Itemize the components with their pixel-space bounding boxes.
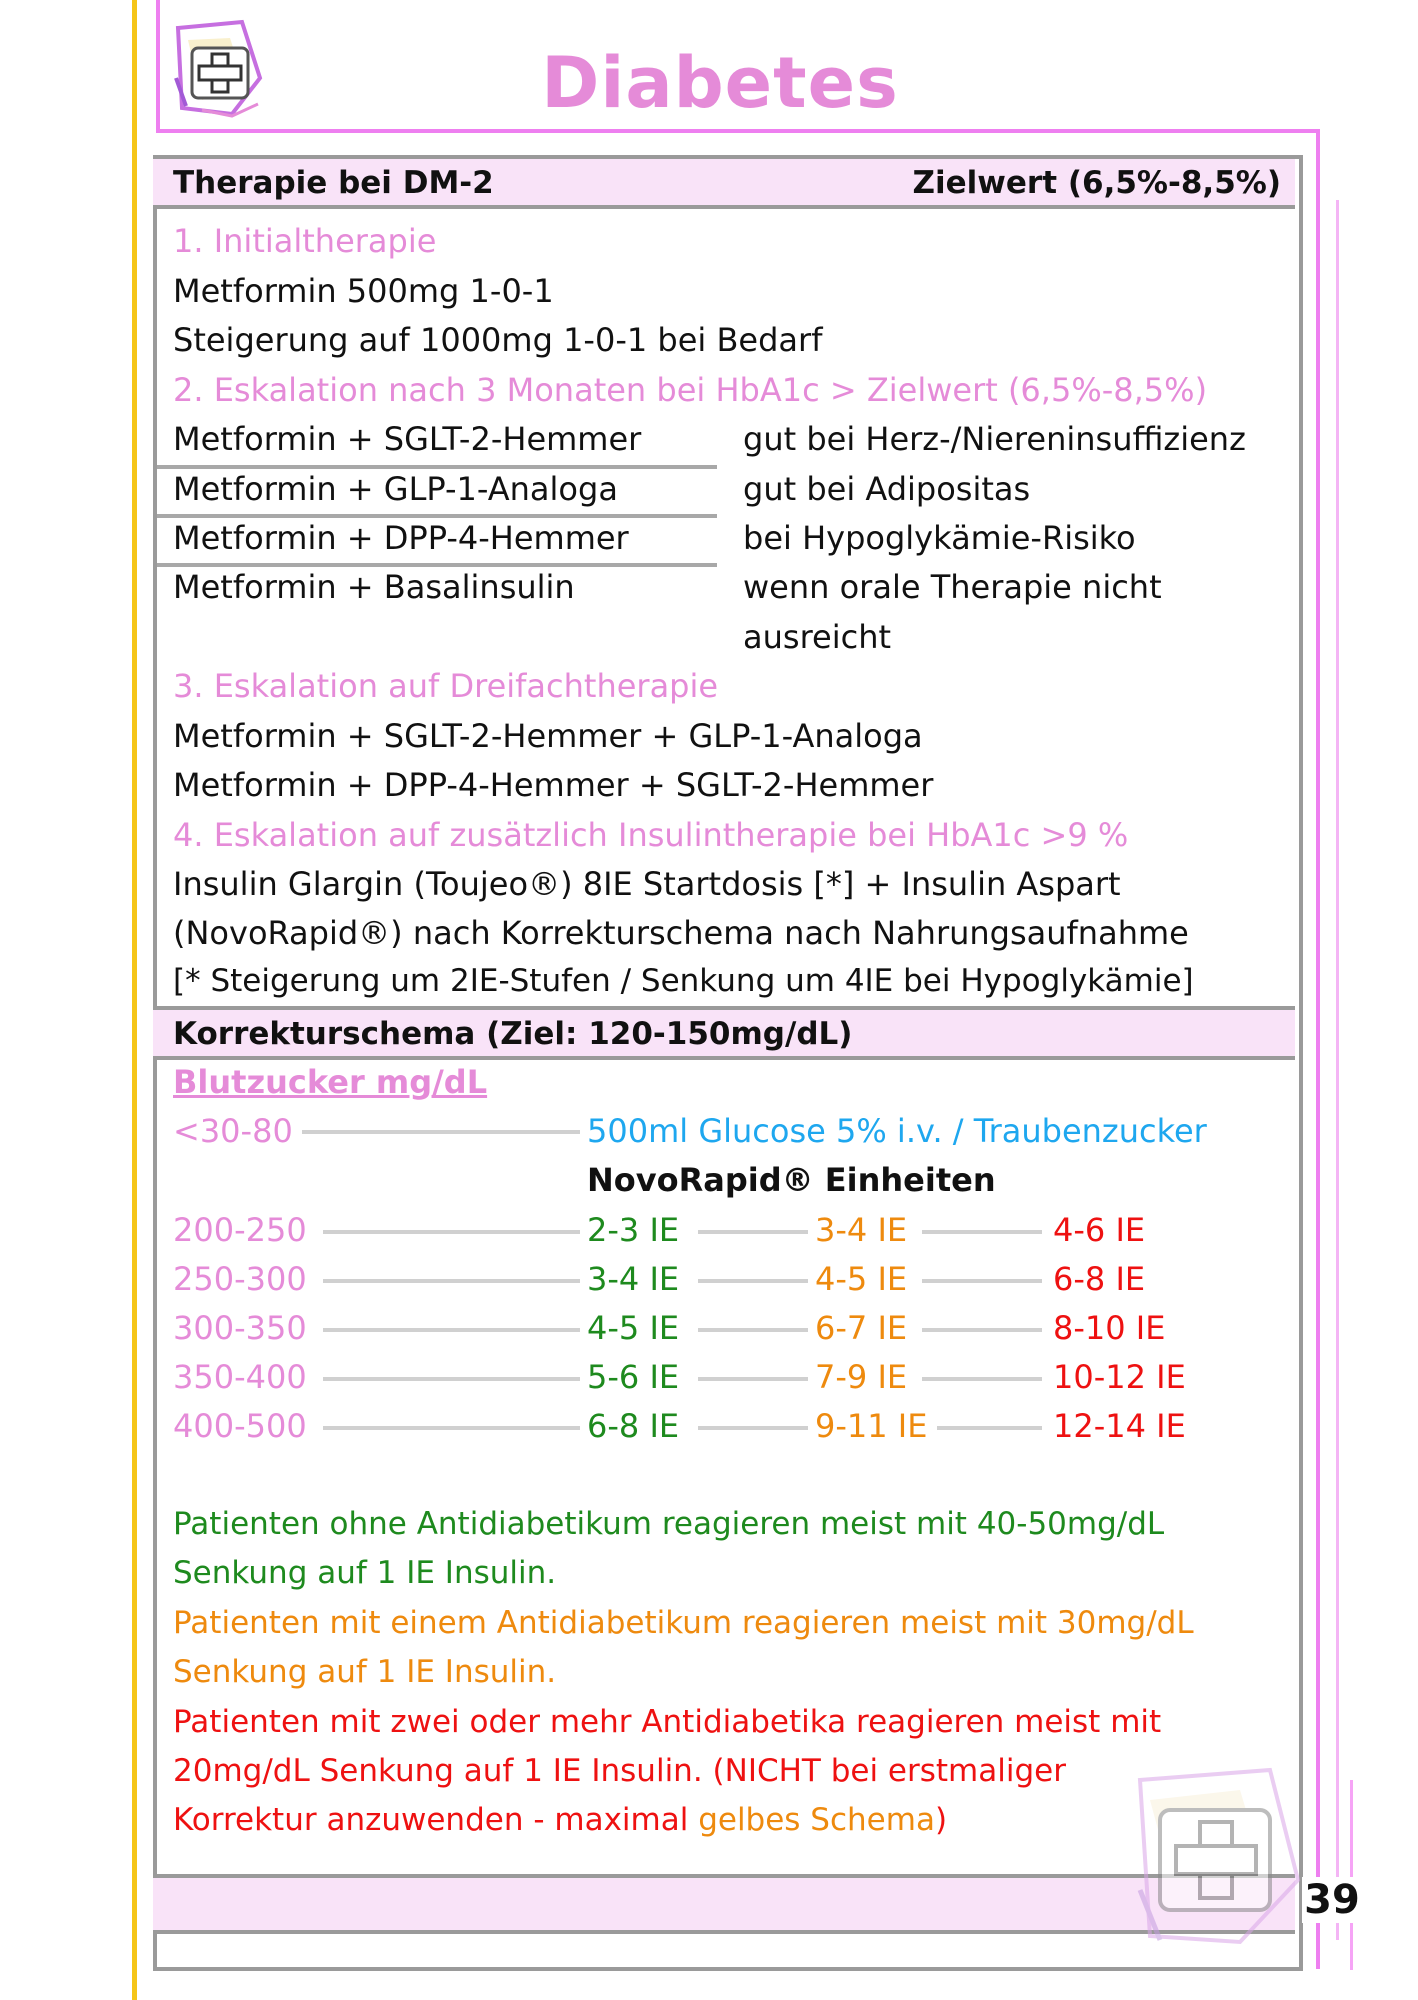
dose-orange: 3-4 IE xyxy=(815,1211,908,1249)
dose-green: 2-3 IE xyxy=(587,1211,680,1249)
combo-drug: Metformin + SGLT-2-Hemmer xyxy=(173,420,642,458)
combo-note-continued: ausreicht xyxy=(743,618,892,656)
leader-line xyxy=(922,1377,1042,1381)
leader-line xyxy=(698,1377,808,1381)
hypo-range: <30-80 xyxy=(173,1112,293,1150)
leader-line xyxy=(323,1328,580,1332)
note-green-line: Patienten ohne Antidiabetikum reagieren meist mit 40-50mg/dL xyxy=(173,1506,1165,1542)
units-label: NovoRapid® Einheiten xyxy=(587,1161,996,1199)
dose-red: 4-6 IE xyxy=(1053,1211,1146,1249)
leader-line xyxy=(323,1279,580,1283)
leader-line xyxy=(698,1279,808,1283)
yellow-margin-line xyxy=(132,0,137,2000)
dose-green: 4-5 IE xyxy=(587,1309,680,1347)
page-number: 39 xyxy=(1302,1877,1362,1923)
note-red-line xyxy=(173,1802,947,1838)
pink-frame-line-right-corner xyxy=(1350,1780,1353,1970)
leader-line xyxy=(922,1328,1042,1332)
combo-drug: Metformin + Basalinsulin xyxy=(173,568,575,606)
leader-line xyxy=(323,1377,580,1381)
leader-line xyxy=(698,1426,808,1430)
dose-orange: 4-5 IE xyxy=(815,1260,908,1298)
note-red-close: ) xyxy=(934,1802,948,1838)
step4-line: Insulin Glargin (Toujeo®) 8IE Startdosis [*] + Insulin Aspart xyxy=(173,865,1121,903)
dose-green: 3-4 IE xyxy=(587,1260,680,1298)
dose-orange: 6-7 IE xyxy=(815,1309,908,1347)
note-green-line: Senkung auf 1 IE Insulin. xyxy=(173,1555,557,1591)
row-divider xyxy=(157,563,717,567)
leader-line xyxy=(323,1426,580,1430)
step4-line: (NovoRapid®) nach Korrekturschema nach Nahrungsaufnahme xyxy=(173,914,1189,952)
combo-note: gut bei Adipositas xyxy=(743,470,1031,508)
step3-line: Metformin + SGLT-2-Hemmer + GLP-1-Analoga xyxy=(173,717,923,755)
note-orange-line: Senkung auf 1 IE Insulin. xyxy=(173,1654,557,1690)
leader-line xyxy=(698,1230,808,1234)
bz-range: 350-400 xyxy=(173,1358,307,1396)
combo-drug: Metformin + GLP-1-Analoga xyxy=(173,470,618,508)
leader-line xyxy=(922,1230,1042,1234)
medical-cross-logo-icon xyxy=(172,18,268,120)
pink-frame-line-top xyxy=(156,129,1320,133)
dose-red: 12-14 IE xyxy=(1053,1407,1186,1445)
note-orange-line: Patienten mit einem Antidiabetikum reagieren meist mit 30mg/dL xyxy=(173,1605,1194,1641)
leader-line xyxy=(937,1426,1042,1430)
hypo-action: 500ml Glucose 5% i.v. / Traubenzucker xyxy=(587,1112,1207,1150)
row-divider xyxy=(157,465,717,469)
korrektur-header-title: Korrekturschema (Ziel: 120-150mg/dL) xyxy=(173,1016,853,1052)
dose-red: 6-8 IE xyxy=(1053,1260,1146,1298)
step1-line: Steigerung auf 1000mg 1-0-1 bei Bedarf xyxy=(173,321,823,359)
page-title: Diabetes xyxy=(541,42,899,124)
dose-green: 5-6 IE xyxy=(587,1358,680,1396)
bz-range: 250-300 xyxy=(173,1260,307,1298)
step3-line: Metformin + DPP-4-Hemmer + SGLT-2-Hemmer xyxy=(173,766,934,804)
blutzucker-label: Blutzucker mg/dL xyxy=(173,1063,488,1101)
bz-range: 200-250 xyxy=(173,1211,307,1249)
step1-heading: 1. Initialtherapie xyxy=(173,222,437,260)
note-red-text: Korrektur anzuwenden - maximal xyxy=(173,1802,699,1838)
dose-red: 10-12 IE xyxy=(1053,1358,1186,1396)
dose-green: 6-8 IE xyxy=(587,1407,680,1445)
note-red-line: 20mg/dL Senkung auf 1 IE Insulin. (NICHT bei erstmaliger xyxy=(173,1753,1066,1789)
row-divider xyxy=(157,514,717,518)
pink-frame-line-left xyxy=(156,0,160,133)
dose-orange: 9-11 IE xyxy=(815,1407,928,1445)
pink-frame-line-right-outer xyxy=(1336,200,1339,1940)
therapy-header xyxy=(153,155,1295,209)
note-yellow-schema: gelbes Schema xyxy=(698,1802,935,1838)
step2-heading: 2. Eskalation nach 3 Monaten bei HbA1c > Zielwert (6,5%-8,5%) xyxy=(173,371,1208,409)
combo-note: wenn orale Therapie nicht xyxy=(743,568,1162,606)
korrektur-header xyxy=(153,1006,1295,1060)
combo-note: gut bei Herz-/Niereninsuffizienz xyxy=(743,420,1246,458)
step4-line: [* Steigerung um 2IE-Stufen / Senkung um 4IE bei Hypoglykämie] xyxy=(173,963,1194,999)
bz-range: 300-350 xyxy=(173,1309,307,1347)
step3-heading: 3. Eskalation auf Dreifachtherapie xyxy=(173,667,719,705)
dose-orange: 7-9 IE xyxy=(815,1358,908,1396)
combo-drug: Metformin + DPP-4-Hemmer xyxy=(173,519,629,557)
step1-line: Metformin 500mg 1-0-1 xyxy=(173,272,554,310)
leader-line xyxy=(698,1328,808,1332)
therapy-header-target: Zielwert (6,5%-8,5%) xyxy=(912,165,1281,201)
step4-heading: 4. Eskalation auf zusätzlich Insulintherapie bei HbA1c >9 % xyxy=(173,816,1129,854)
dose-red: 8-10 IE xyxy=(1053,1309,1166,1347)
therapy-header-title: Therapie bei DM-2 xyxy=(173,165,494,201)
note-red-line: Patienten mit zwei oder mehr Antidiabetika reagieren meist mit xyxy=(173,1704,1162,1740)
combo-note: bei Hypoglykämie-Risiko xyxy=(743,519,1136,557)
leader-line xyxy=(323,1230,580,1234)
leader-line xyxy=(922,1279,1042,1283)
bz-range: 400-500 xyxy=(173,1407,307,1445)
pink-frame-line-right xyxy=(1316,129,1320,1969)
medical-cross-watermark-icon xyxy=(1120,1760,1305,1950)
leader-line xyxy=(302,1130,580,1134)
